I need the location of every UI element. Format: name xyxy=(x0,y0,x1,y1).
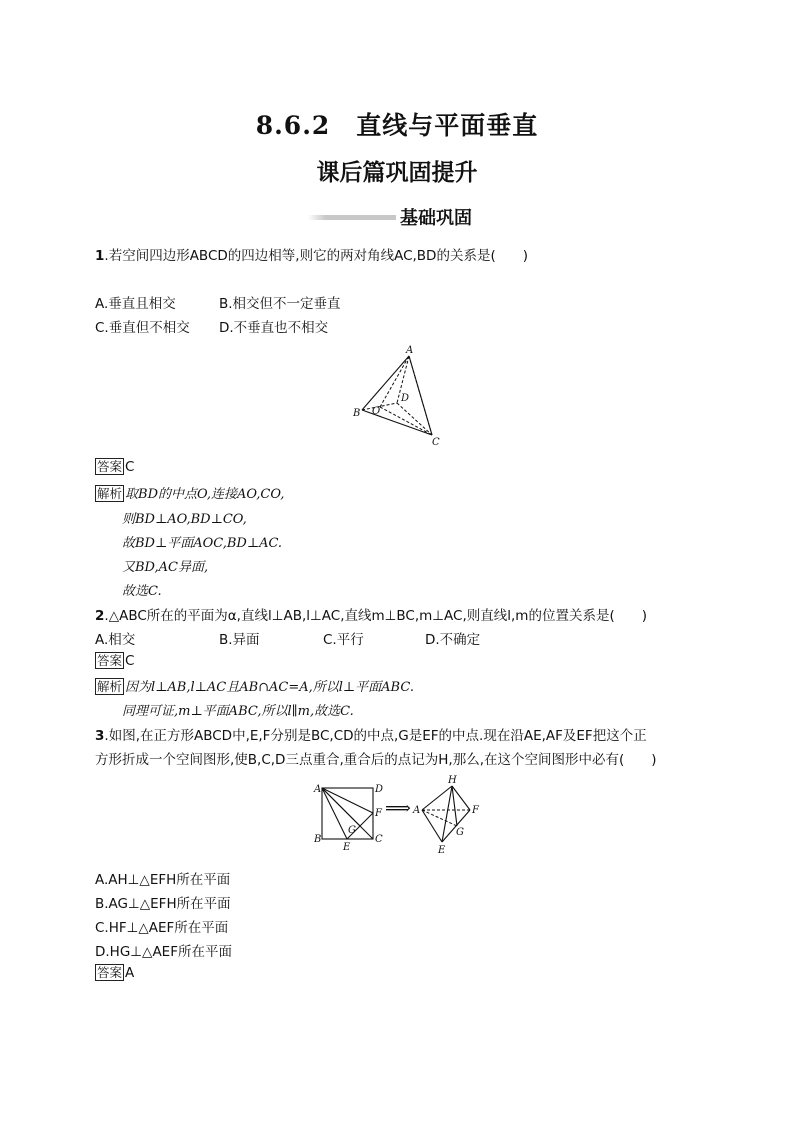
transform-arrow-icon: ⟹ xyxy=(385,798,411,819)
point-label-e: E xyxy=(438,845,446,856)
point-label-a: A xyxy=(406,345,414,356)
point-label-f: F xyxy=(472,805,479,816)
q3-option-d: D.HG⊥△AEF所在平面 xyxy=(95,944,232,960)
point-label-g: G xyxy=(348,825,356,836)
folding-square-figure xyxy=(305,772,500,857)
point-label-f: F xyxy=(375,808,382,819)
q2-answer-line xyxy=(95,652,134,669)
point-label-b: B xyxy=(314,834,322,845)
question-number: 2 xyxy=(95,608,105,624)
page-subtitle: 课后篇巩固提升 xyxy=(316,159,478,186)
question-number: 1 xyxy=(95,248,105,264)
q2-option-b: B.异面 xyxy=(219,632,260,648)
question-3-stem-line-1: 3.如图,在正方形ABCD中,E,F分别是BC,CD的中点,G是EF的中点.现在沿AE,AF及EF把这个正 xyxy=(95,728,647,744)
q2-answer: C xyxy=(125,653,135,669)
answer-tag: 答案 xyxy=(97,965,123,980)
q2-option-c: C.平行 xyxy=(323,632,364,648)
question-3-stem-line-2: 方形折成一个空间图形,使B,C,D三点重合,重合后的点记为H,那么,在这个空间图形中必有( ) xyxy=(95,752,657,768)
point-label-d: D xyxy=(401,393,410,404)
q3-option-b: B.AG⊥△EFH所在平面 xyxy=(95,896,231,912)
q2-analysis-line-2: 同理可证,m⊥平面ABC,所以l∥m,故选C. xyxy=(122,704,354,719)
q1-answer-line xyxy=(95,458,134,475)
analysis-tag: 解析 xyxy=(97,679,123,694)
q1-analysis-line-1: 解析 取BD的中点O,连接AO,CO, xyxy=(97,486,285,502)
q1-analysis-line-2: 则BD⊥AO,BD⊥CO, xyxy=(122,512,247,527)
q1-option-a: A.垂直且相交 xyxy=(95,296,176,312)
analysis-tag: 解析 xyxy=(97,486,123,501)
section-divider-bar xyxy=(308,215,396,220)
answer-tag: 答案 xyxy=(97,459,123,474)
point-label-c: C xyxy=(375,834,383,845)
q3-option-a: A.AH⊥△EFH所在平面 xyxy=(95,872,231,888)
point-label-g: G xyxy=(456,827,464,838)
point-label-h: H xyxy=(448,775,457,786)
point-label-e: E xyxy=(343,842,351,853)
q3-answer-line xyxy=(95,964,134,981)
point-label-o: O xyxy=(372,406,381,417)
point-label-c: C xyxy=(432,437,440,448)
point-label-a: A xyxy=(413,805,421,816)
question-number: 3 xyxy=(95,728,105,744)
part-title: 基础巩固 xyxy=(400,208,472,229)
q1-analysis-line-4: 又BD,AC异面, xyxy=(122,560,209,575)
q2-analysis-line-1: 解析 因为l⊥AB,l⊥AC且AB∩AC=A,所以l⊥平面ABC. xyxy=(97,679,414,695)
q1-option-d: D.不垂直也不相交 xyxy=(219,320,329,336)
point-label-b: B xyxy=(353,408,361,419)
q3-answer: A xyxy=(125,965,135,981)
point-label-d: D xyxy=(375,784,384,795)
answer-tag: 答案 xyxy=(97,653,123,668)
q1-analysis-line-3: 故BD⊥平面AOC,BD⊥AC. xyxy=(122,536,283,551)
q1-option-b: B.相交但不一定垂直 xyxy=(219,296,341,312)
tetrahedron-figure xyxy=(345,340,450,450)
question-1-stem: 1.若空间四边形ABCD的四边相等,则它的两对角线AC,BD的关系是( ) xyxy=(95,248,528,264)
question-2-stem: 2.△ABC所在的平面为α,直线l⊥AB,l⊥AC,直线m⊥BC,m⊥AC,则直线l,m的位置关系是( ) xyxy=(95,608,647,624)
section-title: 8.6.2 直线与平面垂直 xyxy=(255,111,539,140)
q2-option-d: D.不确定 xyxy=(425,632,481,648)
q1-analysis-line-5: 故选C. xyxy=(122,584,162,599)
point-label-a: A xyxy=(314,784,322,795)
q3-option-c: C.HF⊥△AEF所在平面 xyxy=(95,920,229,936)
q1-option-c: C.垂直但不相交 xyxy=(95,320,190,336)
q1-answer: C xyxy=(125,459,135,475)
q2-option-a: A.相交 xyxy=(95,632,136,648)
